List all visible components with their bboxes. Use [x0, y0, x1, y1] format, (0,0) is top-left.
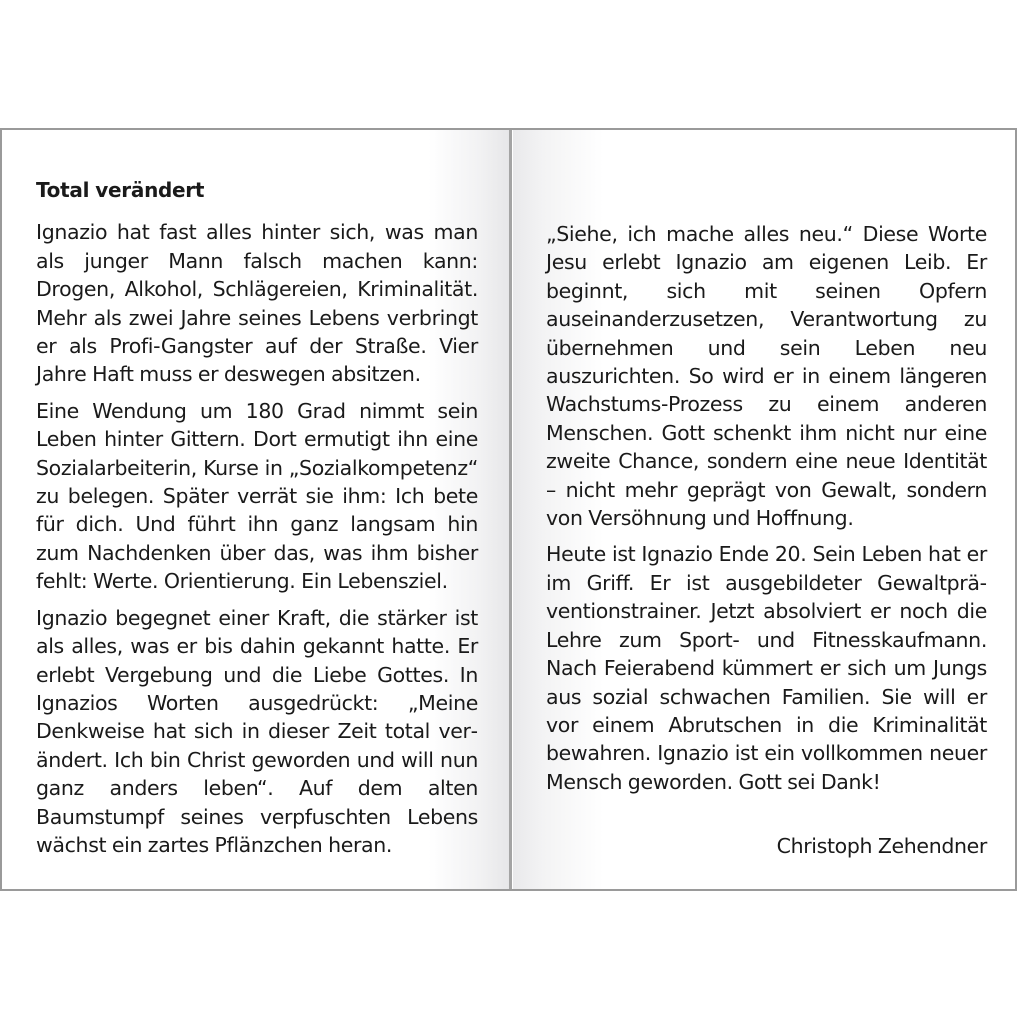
paragraph: Eine Wendung um 180 Grad nimmt sein Leben hinter Gittern. Dort ermutigt ihn eine Sozialarbeiterin, Kurse in „Sozialkompetenz“ zu belegen. Später verrät sie ihm: Ich bete für dich. Und führt ihn ganz langsam hin zum Nachdenken über das, was ihm bisher fehlt: Werte. Orientierung. Ein Lebensziel.: [36, 398, 478, 594]
book-spine: [509, 130, 512, 889]
author-signature: Christoph Zehendner: [776, 834, 987, 859]
left-page: [2, 130, 510, 889]
paragraph: „Siehe, ich mache alles neu.“ Diese Worte Jesu erlebt Ignazio am eigenen Leib. Er beginnt, sich mit seinen Opfern auseinanderzusetzen, Verantwortung zu übernehmen und sein Leben neu auszurichten. So wird er in einem längeren Wachstums-Prozess zu einem anderen Menschen. Gott schenkt ihm nicht nur eine zweite Chance, sondern eine neue Identität – nicht mehr geprägt von Gewalt, sondern von Versöhnung und Hoffnung.: [546, 222, 987, 531]
book-spread: [0, 128, 1017, 891]
right-column: [546, 220, 987, 861]
left-column: [36, 176, 478, 867]
paragraph: Ignazio begegnet einer Kraft, die stärker ist als alles, was er bis dahin gekannt hatte. Er erlebt Vergebung und die Liebe Gottes. In Ignazios Worten ausgedrückt: „Meine Denkweise hat sich in dieser Zeit total verändert. Ich bin Christ geworden und will nun ganz anders leben“. Auf dem alten Baumstumpf seines verpfuschten Lebens wächst ein zartes Pflänzchen heran.: [36, 605, 478, 857]
paragraph: Ignazio hat fast alles hinter sich, was man als junger Mann falsch machen kann: Drogen, Alkohol, Schlägereien, Kriminalität. Mehr als zwei Jahre seines Lebens verbringt er als Profi-Gangster auf der Straße. Vier Jahre Haft muss er deswegen absitzen.: [36, 220, 478, 387]
paragraph: Heute ist Ignazio Ende 20. Sein Leben hat er im Griff. Er ist ausgebildeter Gewaltpräventionstrainer. Jetzt absolviert er noch die Lehre zum Sport- und Fitnesskaufmann. Nach Feierabend kümmert er sich um Jungs aus sozial schwachen Familien. Sie will er vor einem Abrutschen in die Kriminalität bewahren. Ignazio ist ein vollkommen neuer Mensch geworden. Gott sei Dank!: [546, 542, 987, 794]
right-page: [513, 130, 1015, 889]
article-title: Total verändert: [36, 178, 205, 202]
